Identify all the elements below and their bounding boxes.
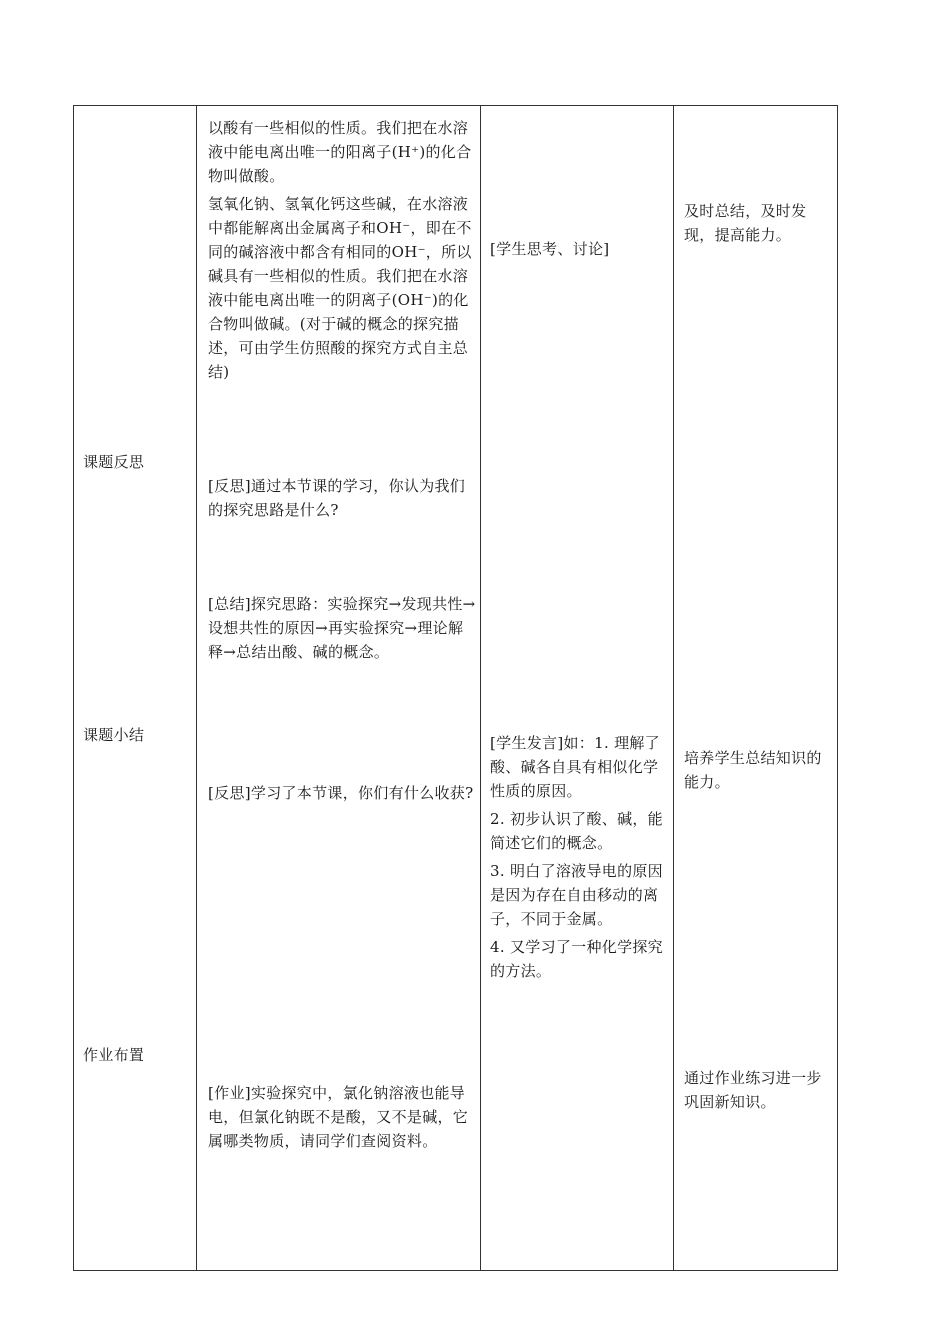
student-speak-2: 2. 初步认识了酸、碱，能简述它们的概念。 (490, 810, 663, 852)
reflection-question-2: [反思]学习了本节课，你们有什么收获? (208, 784, 474, 802)
summary-text: [总结]探究思路：实验探究→发现共性→设想共性的原因→再实验探究→理论解释→总结出酸、碱的概念。 (208, 595, 476, 661)
base-definition-text: 氢氧化钠、氢氧化钙这些碱，在水溶液中都能解离出金属离子和OH⁻，即在不同的碱溶液中都含有相同的OH⁻，所以碱具有一些相似的性质。我们把在水溶液中能电离出唯一的阴离子(OH⁻)的化合物叫做碱。(对于碱的概念的探究描述，可由学生仿照酸的探究方式自主总结) (208, 195, 472, 381)
lesson-plan-table (73, 105, 838, 1271)
column-divider (480, 106, 481, 1270)
student-speak-3: 3. 明白了溶液导电的原因是因为存在自由移动的离子，不同于金属。 (490, 862, 663, 928)
column-divider (196, 106, 197, 1270)
design-intent-1: 及时总结，及时发现，提高能力。 (684, 202, 807, 244)
reflection-question-1: [反思]通过本节课的学习，你认为我们的探究思路是什么? (208, 477, 466, 519)
section-label-summary: 课题小结 (83, 726, 145, 744)
design-intent-3: 通过作业练习进一步巩固新知识。 (684, 1069, 822, 1111)
student-speak-1: [学生发言]如：1. 理解了酸、碱各自具有相似化学性质的原因。 (490, 734, 660, 800)
student-speak-4: 4. 又学习了一种化学探究的方法。 (490, 938, 663, 980)
student-think-text: [学生思考、讨论] (490, 240, 610, 258)
section-label-homework: 作业布置 (83, 1046, 145, 1064)
design-intent-2: 培养学生总结知识的能力。 (684, 749, 822, 791)
homework-text: [作业]实验探究中，氯化钠溶液也能导电，但氯化钠既不是酸，又不是碱，它属哪类物质，请同学们查阅资料。 (208, 1084, 469, 1150)
section-label-reflection: 课题反思 (83, 453, 145, 471)
acid-definition-text: 以酸有一些相似的性质。我们把在水溶液中能电离出唯一的阳离子(H⁺)的化合物叫做酸。 (208, 119, 472, 185)
column-divider (673, 106, 674, 1270)
